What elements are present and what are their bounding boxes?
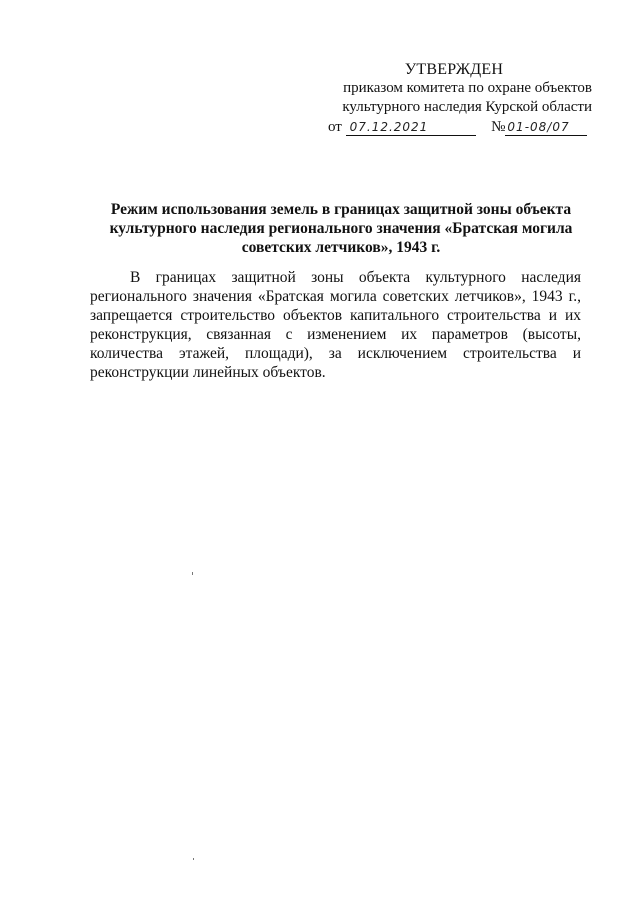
handwritten-date: 07.12.2021: [346, 120, 476, 136]
approval-line-1: приказом комитета по охране объектов: [343, 80, 592, 96]
date-prefix: от: [328, 119, 342, 135]
approval-block: [316, 60, 592, 137]
document-heading: Режим использования земель в границах защитной зоны объекта культурного наследия регионального значения «Братская могила советских летчиков», 1943 г.: [109, 201, 573, 256]
document-body: В границах защитной зоны объекта культурного наследия регионального значения «Братская могила советских летчиков», 1943 г., запрещается строительство объектов капитального строительства и их реконструкция, связанная с изменением их параметров (высоты, количества этажей, площади), за исключением строительства и реконструкции линейных объектов.: [90, 269, 581, 381]
handwritten-number: 01-08/07: [505, 120, 587, 136]
approval-line-2: культурного наследия Курской области: [342, 99, 592, 115]
approval-date-line: [316, 118, 592, 137]
scan-speck: [192, 572, 193, 575]
approval-title: УТВЕРЖДЕН: [404, 61, 504, 78]
scan-speck: [193, 858, 194, 860]
number-prefix: №: [491, 119, 506, 135]
